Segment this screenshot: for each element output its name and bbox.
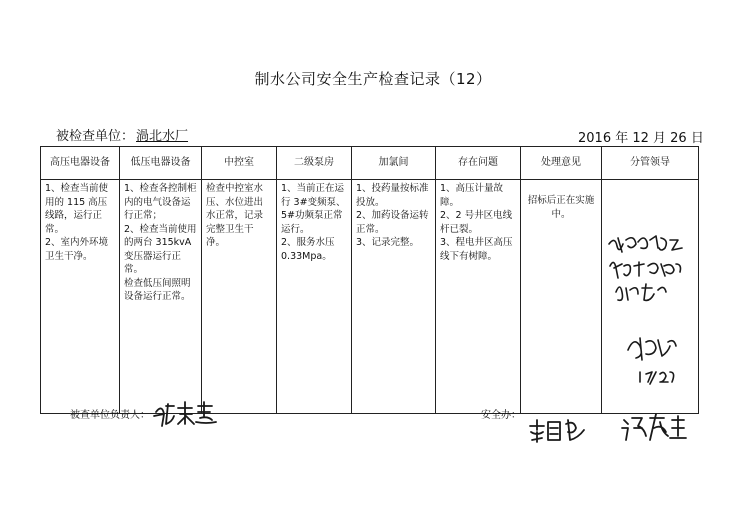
- document-title: 制水公司安全生产检查记录（12）: [254, 70, 492, 88]
- cell-line: 1、检查各控制柜内的电气设备运行正常；: [124, 183, 197, 221]
- responsible-signature: [152, 398, 222, 428]
- safety-office-signature-2: [620, 412, 690, 444]
- header-cell: 存在问题: [436, 147, 521, 180]
- cell-line: 1、高压计量故障。: [440, 183, 504, 208]
- inspection-date: 2016 年 12 月 26 日: [578, 131, 704, 146]
- responsible-signature-image: [152, 398, 222, 428]
- cell-line: 2、2 号井区电线杆已裂。: [440, 210, 513, 235]
- header-cell: 处理意见: [521, 147, 602, 180]
- safety-office-signature-1: [528, 416, 588, 446]
- inspected-unit-value: 渦北水厂: [136, 129, 189, 144]
- cell-line: 2、加药设备运转正常。: [356, 210, 429, 235]
- cell-chlorination: [352, 180, 436, 414]
- cell-line: 3、记录完整。: [356, 237, 420, 248]
- safety-office-label: 安全办：: [481, 410, 521, 421]
- cell-line: 1、检查当前使用的 115 高压线路，运行正常。: [45, 183, 109, 235]
- table-row: [41, 180, 699, 414]
- cell-handling: [521, 180, 602, 414]
- safety-office: [481, 406, 521, 421]
- cell-line: 1、投药量按标准投放。: [356, 183, 429, 208]
- cell-line: 1、当前正在运行 3#变频泵、5#功频泵正常运行。: [281, 183, 346, 235]
- cell-line: 3、程电井区高压线下有树障。: [440, 237, 513, 262]
- cell-line: 招标后正在实施中。: [527, 195, 595, 220]
- cell-line: 2、服务水压 0.33Mpa。: [281, 237, 335, 262]
- inspected-unit-label: 被检查单位：: [56, 129, 135, 144]
- header-cell: 二级泵房: [277, 147, 352, 180]
- cell-control-room: [202, 180, 277, 414]
- header-cell: 高压电器设备: [41, 147, 120, 180]
- cell-pump-room: [277, 180, 352, 414]
- responsible-person: [70, 406, 150, 421]
- cell-leader-signature: [602, 180, 699, 414]
- cell-line: 2、检查当前使用的两台 315kvA 变压器运行正常。: [124, 223, 197, 275]
- header-cell: 低压电器设备: [120, 147, 202, 180]
- leader-signature-image: [606, 182, 694, 392]
- inspected-unit: [56, 125, 188, 144]
- header-cell: 加氯间: [352, 147, 436, 180]
- cell-line: 2、室内外环境卫生干净。: [45, 237, 109, 262]
- safety-signature-image-2: [620, 412, 690, 444]
- header-cell: 分管领导: [602, 147, 699, 180]
- cell-issues: [436, 180, 521, 414]
- cell-line: 检查低压间照明设备运行正常。: [124, 277, 191, 302]
- header-cell: 中控室: [202, 147, 277, 180]
- table-header-row: [41, 147, 699, 180]
- cell-low-voltage: [120, 180, 202, 414]
- safety-signature-image-1: [528, 416, 588, 446]
- cell-high-voltage: [41, 180, 120, 414]
- inspection-table: [40, 146, 699, 414]
- responsible-label: 被查单位负责人：: [70, 410, 150, 421]
- cell-line: 检查中控室水压、水位进出水正常，记录完整卫生干净。: [206, 183, 264, 248]
